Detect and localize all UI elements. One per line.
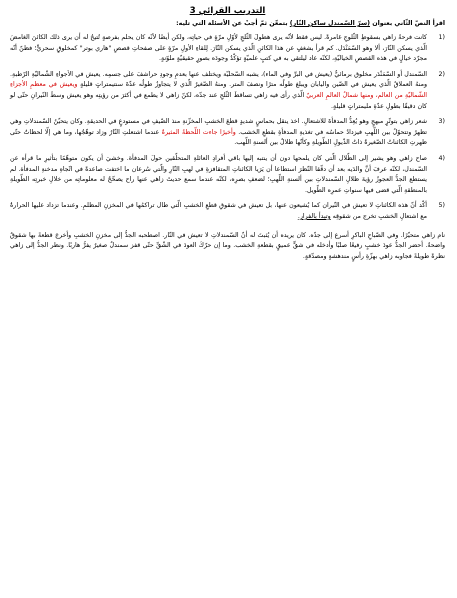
paragraph-text: شعر زاهي بتوتّرٍ مبهجٍ وهو يُعِدُّ المدفأةَ للاشتعالِ. اخذ ينقل بحماسٍ شديدٍ قطعَ الخشبِ المخزّنةِ منذ الصّيفِ في مستودعٍ في الحديقةِ. وكان يتحيّنُ السّمندلاتِ وهي تظهرُ وتتحوّلُ بين اللّهبِ فيزدادُ حماسُه في تغذيةِ المدفأةِ بقطعِ الخشب.	[10, 118, 427, 136]
paragraph-1	[10, 33, 445, 65]
instruction	[10, 19, 445, 29]
instruction-after: بتمعّن ثمّ أجبْ عن الأسئلة التي تليه:	[176, 20, 290, 27]
paragraph-text-after: الّذي رأى فيه زاهي تساقطَ الثّلجِ عند جدّه، لكنّ زاهي لا يطمع في أكثرَ من رؤيتِه وهو يعيش وسطَ النّيرانِ حتّى لو كان دقيقًا بطولِ عدّةِ مليمتراتٍ قليلةٍ.	[10, 91, 427, 110]
paragraph-number: (5	[438, 202, 445, 210]
paragraph-text: صاح زاهي وهو يشير إلى الظّلال الّتي كان يلمحها دون أن ينتبه إليها باقي أفرادِ العائلةِ المتحلّقين حولَ المدفأة. وخشيَ أن يكون متوهّمًا بتأثيرِ ما قرأه عن السّمندل، لكنّه عرفَ أنَّ والدَيه بعد أن دقّقا النّظرَ استطاعا أن يَرَيا الكائناتِ المتقافزةِ في لهبِ النّارِ والّتي سُرعان ما اختفت صاعدةً في اتّجاهِ مدخنةِ المدفأة. لم يستطع الجدُّ العجوزُ رؤيةَ ظلالِ السّمندلاتِ بين ألسنةِ اللّهبِ؛ لضعفِ بصرِه، لكنّه عندما سمع حديثَ زاهي عنها راح يصحّحُ له معلوماتِه من خلالِ خبرتِه الطّويلةِ بالمنطقةِ الّتي قضى فيها سنواتِ عمرِه الطّويل.	[10, 154, 427, 194]
paragraph-body	[10, 201, 427, 222]
underlined-text: وتبدأ بالفرار.	[297, 212, 331, 220]
paragraph-text-after: عندما اشتعلتِ النّارُ وزاد توهّجُها، وما هي إلّا لحظاتٌ حتّى ظهرتِ الكائناتُ الصّغيرةُ ذاتُ الذّيولِ الطّويلةِ وكأنّها ظلالٌ بين ألسنةِ اللّهب.	[10, 128, 427, 147]
highlighted-text: ويعيش في معظمِ الأجزاءِ الشّماليّةِ من العالم، ومنها شمالُ العالمِ العربيّ	[10, 81, 427, 99]
paragraph-number: (1	[438, 34, 445, 41]
page-title: التدريب القرائي 3	[189, 6, 266, 16]
paragraph-4	[10, 154, 445, 196]
paragraph-text: السّمندل أو السّمَنْدَر مخلوق برمائيٌّ (يعيش في البرِّ وفي الماء)، يشبه السّحليّة ويختلف عنها بعدمِ وجودِ حراشفَ على جسمِه. يعيش في الأجواءِ الشّماليّةِ الرّطبةِ. ومنهُ العملاقُ الّذي يعيش في الصّين واليابان ويبلغ طولُه مترًا ونصفَ المتر. ومنهُ الصّغيرُ الّذي لا يتجاوزُ طولُه عدّةَ سنتيمتراتٍ قليلةٍ	[10, 70, 427, 89]
paragraph-3	[10, 117, 445, 149]
paragraph-text: كانت فرحةُ زاهي بسقوطِ الثّلوجِ غامرةً. ليس فقط لأنّه يرى هطولَ الثّلجِ لأوّلِ مرّةٍ في حياتِه، ولكن أيضًا لأنّه كان يحلم بفرصةٍ تُتيحُ له أن يرى ذلك الكائنَ الغامضَ الّذي يسكن النّارَ، ألا وهو السّمَنْدَل. كم قرأ بشغفٍ عن هذا الكائنِ الّذي يسكن النّارَ. لِلقاءِ الأولِ مرّةٍ على صفحاتِ قصصِ "هاري بوتر" كمخلوقٍ سحريٍّ؛ فظنّ أنّه مجرّد خيالٍ في هذه القصصِ الخياليّةِ، لكنّه عاد ليلتقي به في كتبٍ علميّةٍ تؤكّدُ وجودَه بصورٍ حقيقيّةٍ ملوّنةٍ.	[10, 34, 427, 63]
closing-paragraph: نام زاهي متحيّرًا. وفي الصّباحِ الباكرِ أسرع إلى جدّه. كان يريده أن يُثبتَ له أنّ السّمندلاتِ لا تعيش في النّار. اصطحبه الجدُّ إلى مخزنِ الخشبِ وأخرجَ قطعةً بها شقوقٌ واضحةٌ. أحضر الجدُّ عودَ خشبٍ رفيعًا صلبًا وأدخله في شقٍّ عميقٍ بقطعةِ الخشب. وما إن حرّكَ العودَ في الشّقِّ حتّى قفز سمندلٌ صغيرٌ يفرُّ هاربًا. ونظر الجدُّ إلى زاهي نظرةً طويلةً فجاوبه زاهي بهزّةِ رأسٍ مندهشةٍ ومصدّقةٍ.	[10, 231, 445, 260]
highlighted-text: وأخيرًا جاءت اللّحظةُ المثيرةُ	[161, 128, 236, 136]
paragraph-number: (2	[438, 70, 445, 78]
paragraph-5	[10, 201, 445, 222]
paragraph-body	[10, 70, 427, 112]
paragraph-number: (3	[438, 118, 445, 126]
paragraph-body	[10, 117, 427, 149]
paragraph-text: أكّد أنّ هذه الكائناتِ لا تعيش في النّيران كما يُشيعون عنها، بل تعيش في شقوقِ قطعِ الخشبِ الّتي طال تراكمُها في المخزنِ المظلمِ. وعندما تزداد عليها الحرارةُ مع اشتعالِ الخشبِ تخرج من شقوقِه	[10, 202, 427, 220]
instruction-before: اقرأ النصّ الثّاني بعنوان	[370, 20, 445, 27]
paragraph-number: (4	[438, 154, 445, 162]
paragraph-2	[10, 70, 445, 112]
instruction-emphasis: (سرّ السّمندل ساكن النّار)	[289, 20, 371, 27]
